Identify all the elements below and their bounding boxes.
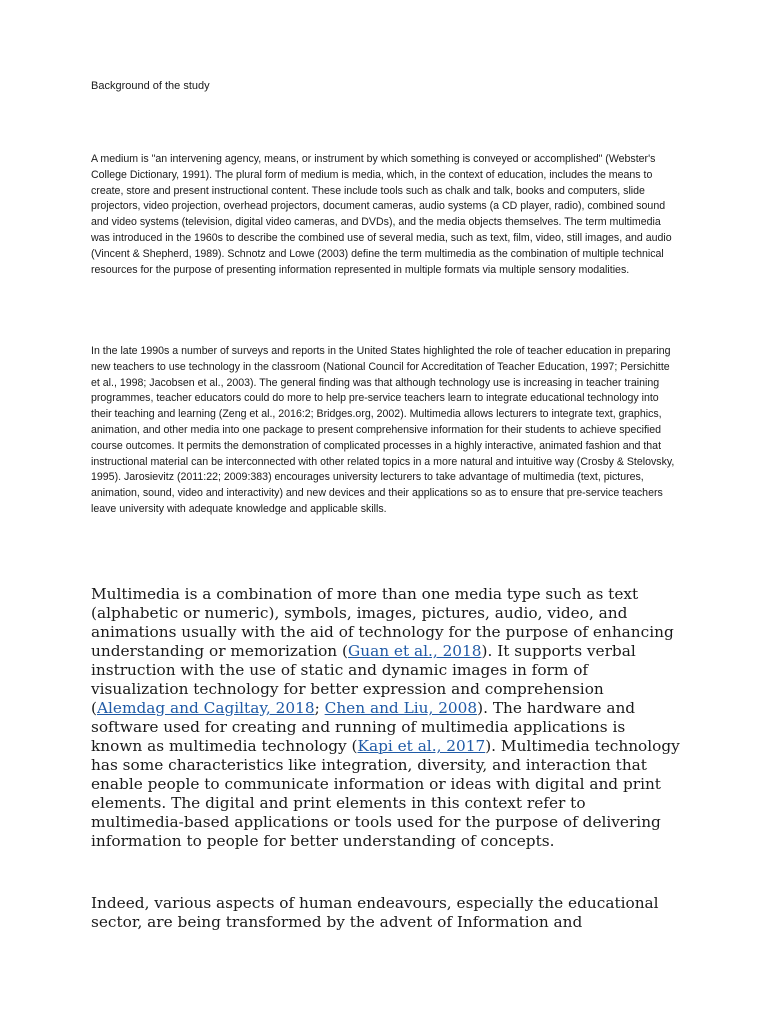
section-heading: Background of the study: [91, 80, 210, 92]
citation-link-alemdag[interactable]: Alemdag and Cagiltay, 2018: [96, 699, 315, 717]
paragraph-teacher-education: In the late 1990s a number of surveys and reports in the United States highlighted the role of teacher education in preparing new teachers to use technology in the classroom (National Council for Accreditation of Teacher Education, 1997; Persichitte et al., 1998; Jacobsen et al., 2003). The general finding was that although technology use is increasing in teacher training programmes, teacher educators could do more to help pre-service teachers learn to integrate educational technology into their teaching and learning (Zeng et al., 2016:2; Bridges.org, 2002). Multimedia allows lecturers to integrate text, graphics, animation, and other media into one package to present comprehensive information for their students to achieve specified course outcomes. It permits the demonstration of complicated processes in a highly interactive, animated fashion and that instructional material can be interconnected with other related topics in a more natural and intuitive way (Crosby & Stelovsky, 1995). Jarosievitz (2011:22; 2009:383) encourages university lecturers to take advantage of multimedia (text, pictures, animation, sound, video and interactivity) and new devices and their applications so as to ensure that pre-service teachers leave university with adequate knowledge and applicable skills.: [91, 345, 675, 515]
paragraph-text: ). The hardware and software used for creating and running of multimedia applications is known as multimedia technology (: [91, 699, 636, 755]
citation-link-guan[interactable]: Guan et al., 2018: [348, 642, 482, 660]
paragraph-text: ). It supports verbal instruction with the use of static and dynamic images in form of visualization technology for better expression and comprehension (: [91, 642, 636, 717]
paragraph-text: ). Multimedia technology has some characteristics like integration, diversity, and interaction that enable people to communicate information or ideas with digital and print elements. The digital and print elements in this context refer to multimedia-based applications or tools used for the purpose of delivering information to people for better understanding of concepts.: [91, 737, 680, 850]
paragraph-text: Multimedia is a combination of more than one media type such as text (alphabetic or numeric), symbols, images, pictures, audio, video, and animations usually with the aid of technology for the purpose of enhancing understanding or memorization (: [91, 585, 674, 660]
paragraph-text: ;: [314, 699, 325, 717]
citation-link-chen[interactable]: Chen and Liu, 2008: [324, 699, 478, 717]
paragraph-human-endeavours: Indeed, various aspects of human endeavours, especially the educational sector, are being transformed by the advent of Information and: [91, 894, 659, 931]
paragraph-medium-definition: A medium is "an intervening agency, means, or instrument by which something is conveyed or accomplished" (Webster's College Dictionary, 1991). The plural form of medium is media, which, in the context of education, includes the means to create, store and present instructional content. These include tools such as chalk and talk, books and computers, slide projectors, video projection, overhead projectors, document cameras, audio systems (a CD player, radio), combined sound and video systems (television, digital video cameras, and DVDs), and the media objects themselves. The term multimedia was introduced in the 1960s to describe the combined use of several media, such as text, film, video, still images, and audio (Vincent & Shepherd, 1989). Schnotz and Lowe (2003) define the term multimedia as the combination of multiple technical resources for the purpose of presenting information represented in multiple formats via multiple sensory modalities.: [91, 153, 672, 276]
paragraph-multimedia-definition: [91, 585, 681, 851]
citation-link-kapi[interactable]: Kapi et al., 2017: [357, 737, 486, 755]
